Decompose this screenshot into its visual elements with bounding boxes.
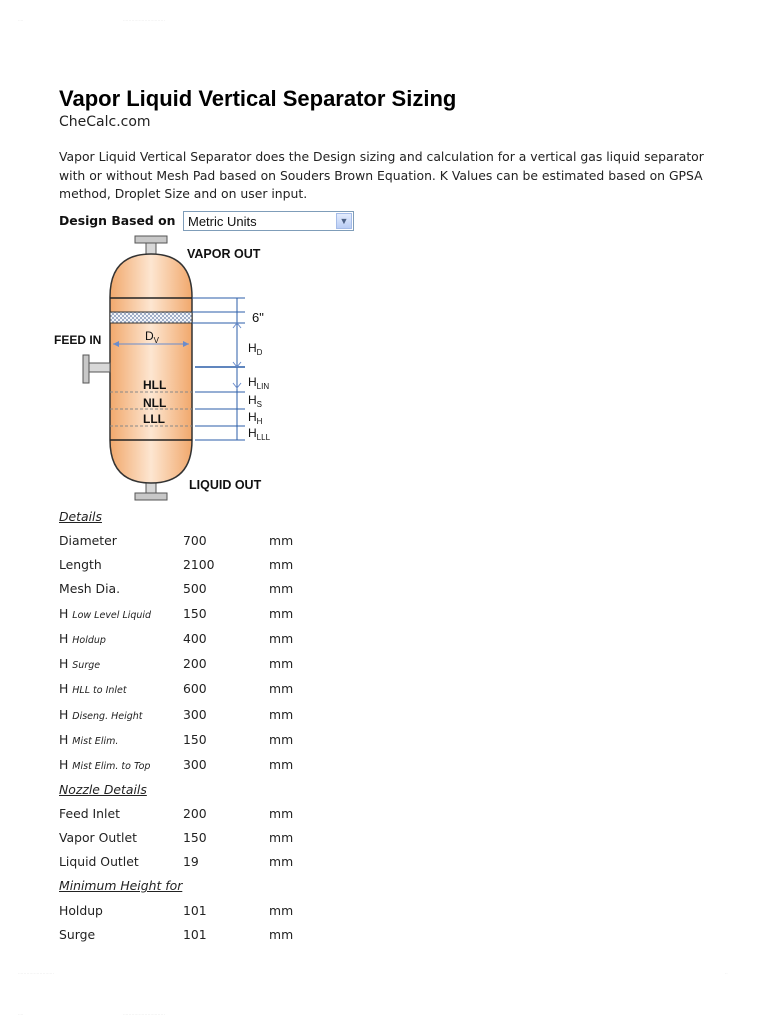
row-value: 101	[183, 927, 207, 942]
row-label: Mesh Dia.	[59, 581, 121, 596]
row-unit: mm	[269, 757, 294, 772]
row-unit: mm	[269, 854, 294, 869]
row-label-subscript: Mist Elim. to Top	[72, 761, 151, 772]
hlin-label: $H_{LIN}$	[248, 375, 270, 391]
nozzle-details-heading: Nozzle Details	[59, 782, 147, 797]
feed-nozzle-flange	[83, 355, 89, 383]
liquid-out-label: LIQUID OUT	[189, 478, 262, 492]
row-value: 150	[183, 830, 207, 845]
row-value: 200	[183, 656, 207, 671]
row-label-subscript: HLL to Inlet	[72, 685, 127, 696]
row-label: Surge	[59, 927, 96, 942]
footer-mark-bottom-left: ····	[18, 1012, 24, 1016]
row-label: H Mist Elim.	[59, 732, 119, 747]
row-value: 700	[183, 533, 207, 548]
row-label: H Holdup	[59, 631, 106, 646]
row-unit: mm	[269, 631, 294, 646]
row-unit: mm	[269, 830, 294, 845]
row-unit: mm	[269, 581, 294, 596]
row-unit: mm	[269, 606, 294, 621]
units-select-value: Metric Units	[188, 214, 257, 229]
hs-label: $H_S$	[248, 393, 263, 409]
nll-label: NLL	[143, 396, 167, 410]
row-unit: mm	[269, 732, 294, 747]
header-mark-left: ····	[18, 18, 24, 22]
page-title: Vapor Liquid Vertical Separator Sizing	[59, 86, 457, 111]
lll-label: LLL	[143, 412, 165, 426]
diameter-label: $D_V$	[145, 329, 160, 345]
row-value: 600	[183, 681, 207, 696]
row-label-subscript: Diseng. Height	[72, 711, 143, 722]
row-unit: mm	[269, 681, 294, 696]
row-label: Feed Inlet	[59, 806, 120, 821]
row-label: Length	[59, 557, 102, 572]
row-value: 150	[183, 732, 207, 747]
row-label: H Diseng. Height	[59, 707, 143, 722]
row-label: H Low Level Liquid	[59, 606, 152, 621]
row-value: 400	[183, 631, 207, 646]
row-unit: mm	[269, 927, 294, 942]
feed-nozzle-pipe	[89, 363, 110, 372]
design-based-on-label: Design Based on	[59, 213, 176, 228]
row-value: 101	[183, 903, 207, 918]
row-label: H Surge	[59, 656, 101, 671]
row-unit: mm	[269, 656, 294, 671]
row-unit: mm	[269, 533, 294, 548]
row-label: Vapor Outlet	[59, 830, 137, 845]
row-label-subscript: Low Level Liquid	[72, 610, 152, 621]
six-inch-label: 6"	[252, 310, 264, 325]
row-unit: mm	[269, 557, 294, 572]
row-label: H HLL to Inlet	[59, 681, 127, 696]
hll-label: HLL	[143, 378, 167, 392]
liquid-nozzle-flange	[135, 493, 167, 500]
row-value: 300	[183, 707, 207, 722]
row-value: 500	[183, 581, 207, 596]
footer-mark-right: ··	[725, 971, 728, 975]
minimum-height-heading: Minimum Height for	[59, 878, 183, 893]
mesh-pad	[110, 312, 192, 323]
row-label: H Mist Elim. to Top	[59, 757, 151, 772]
header-mark-center: ·····························	[123, 18, 166, 22]
row-label-subscript: Mist Elim.	[72, 736, 119, 747]
row-unit: mm	[269, 903, 294, 918]
feed-in-label: FEED IN	[54, 333, 102, 347]
row-label: Holdup	[59, 903, 103, 918]
row-value: 150	[183, 606, 207, 621]
units-select[interactable]	[183, 211, 354, 231]
row-label-subscript: Surge	[72, 660, 101, 671]
row-value: 300	[183, 757, 207, 772]
row-unit: mm	[269, 806, 294, 821]
page-subtitle: CheCalc.com	[59, 114, 151, 130]
vapor-out-label: VAPOR OUT	[187, 247, 261, 261]
hh-label: $H_H$	[248, 410, 263, 426]
hlll-label: $H_{LLL}$	[248, 426, 271, 442]
hd-label: $H_D$	[248, 341, 263, 357]
footer-mark-left: ·························	[18, 971, 55, 975]
chevron-down-icon[interactable]: ▼	[336, 213, 352, 229]
page-description: Vapor Liquid Vertical Separator does the Design sizing and calculation for a vertical gas liquid separator with or without Mesh Pad based on Souders Brown Equation. K Values can be estimated based on GPSA method, Droplet Size and on user input.	[59, 149, 704, 201]
vessel-body	[110, 254, 192, 483]
row-label: Liquid Outlet	[59, 854, 139, 869]
vapor-nozzle-pipe	[146, 243, 156, 255]
details-heading: Details	[59, 509, 102, 524]
row-label-subscript: Holdup	[72, 635, 106, 646]
row-label: Diameter	[59, 533, 117, 548]
vapor-nozzle-flange	[135, 236, 167, 243]
separator-diagram	[45, 234, 305, 509]
row-unit: mm	[269, 707, 294, 722]
row-value: 200	[183, 806, 207, 821]
row-value: 2100	[183, 557, 215, 572]
footer-mark-bottom-center: ·····························	[123, 1012, 166, 1016]
row-value: 19	[183, 854, 199, 869]
